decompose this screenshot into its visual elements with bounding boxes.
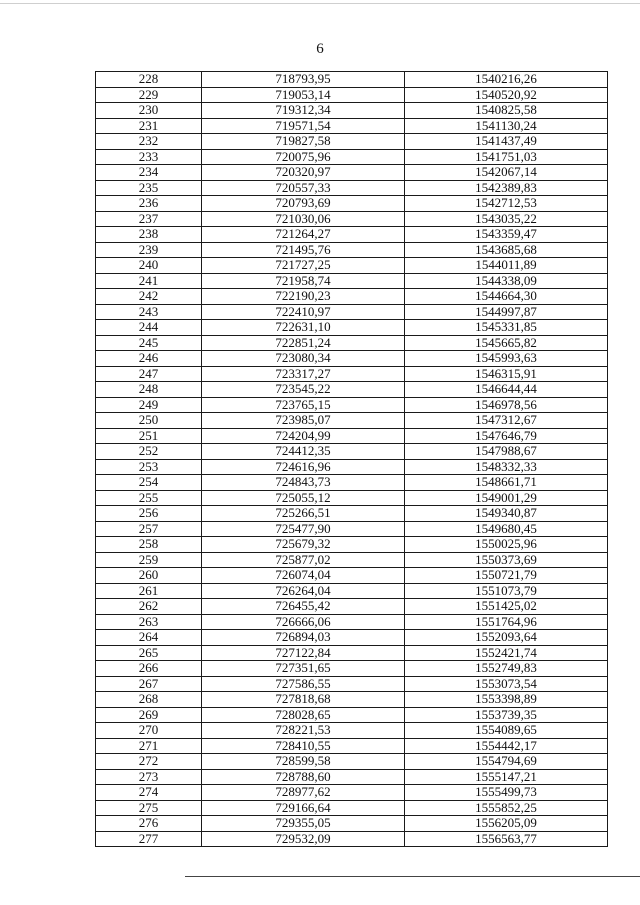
y-coordinate-cell: 1542712,53 bbox=[405, 196, 608, 212]
table-row bbox=[96, 103, 608, 119]
y-coordinate-cell: 1548661,71 bbox=[405, 475, 608, 491]
y-coordinate-cell: 1544011,89 bbox=[405, 258, 608, 274]
x-coordinate-cell: 725877,02 bbox=[202, 552, 405, 568]
y-coordinate-cell: 1555852,25 bbox=[405, 800, 608, 816]
y-coordinate-cell: 1542067,14 bbox=[405, 165, 608, 181]
x-coordinate-cell: 723985,07 bbox=[202, 413, 405, 429]
table-row bbox=[96, 831, 608, 847]
point-number-cell: 269 bbox=[96, 707, 202, 723]
y-coordinate-cell: 1550373,69 bbox=[405, 552, 608, 568]
point-number-cell: 236 bbox=[96, 196, 202, 212]
table-row bbox=[96, 568, 608, 584]
point-number-cell: 235 bbox=[96, 180, 202, 196]
y-coordinate-cell: 1547312,67 bbox=[405, 413, 608, 429]
x-coordinate-cell: 719053,14 bbox=[202, 87, 405, 103]
table-row bbox=[96, 428, 608, 444]
table-row bbox=[96, 289, 608, 305]
table-row bbox=[96, 614, 608, 630]
y-coordinate-cell: 1549340,87 bbox=[405, 506, 608, 522]
page-number: 6 bbox=[316, 41, 324, 57]
x-coordinate-cell: 724412,35 bbox=[202, 444, 405, 460]
x-coordinate-cell: 721264,27 bbox=[202, 227, 405, 243]
point-number-cell: 275 bbox=[96, 800, 202, 816]
page-top-edge bbox=[0, 3, 640, 4]
x-coordinate-cell: 720320,97 bbox=[202, 165, 405, 181]
x-coordinate-cell: 720793,69 bbox=[202, 196, 405, 212]
point-number-cell: 267 bbox=[96, 676, 202, 692]
y-coordinate-cell: 1543035,22 bbox=[405, 211, 608, 227]
point-number-cell: 254 bbox=[96, 475, 202, 491]
x-coordinate-cell: 726666,06 bbox=[202, 614, 405, 630]
point-number-cell: 271 bbox=[96, 738, 202, 754]
x-coordinate-cell: 729355,05 bbox=[202, 816, 405, 832]
point-number-cell: 237 bbox=[96, 211, 202, 227]
table-row bbox=[96, 134, 608, 150]
point-number-cell: 272 bbox=[96, 754, 202, 770]
x-coordinate-cell: 725679,32 bbox=[202, 537, 405, 553]
table-row bbox=[96, 475, 608, 491]
y-coordinate-cell: 1546978,56 bbox=[405, 397, 608, 413]
table-row bbox=[96, 180, 608, 196]
x-coordinate-cell: 719571,54 bbox=[202, 118, 405, 134]
table-row bbox=[96, 769, 608, 785]
x-coordinate-cell: 718793,95 bbox=[202, 72, 405, 88]
x-coordinate-cell: 721495,76 bbox=[202, 242, 405, 258]
x-coordinate-cell: 723765,15 bbox=[202, 397, 405, 413]
x-coordinate-cell: 725055,12 bbox=[202, 490, 405, 506]
point-number-cell: 261 bbox=[96, 583, 202, 599]
y-coordinate-cell: 1542389,83 bbox=[405, 180, 608, 196]
table-row bbox=[96, 366, 608, 382]
point-number-cell: 240 bbox=[96, 258, 202, 274]
x-coordinate-cell: 728410,55 bbox=[202, 738, 405, 754]
point-number-cell: 229 bbox=[96, 87, 202, 103]
y-coordinate-cell: 1555147,21 bbox=[405, 769, 608, 785]
table-row bbox=[96, 785, 608, 801]
y-coordinate-cell: 1546644,44 bbox=[405, 382, 608, 398]
table-row bbox=[96, 149, 608, 165]
x-coordinate-cell: 719827,58 bbox=[202, 134, 405, 150]
point-number-cell: 258 bbox=[96, 537, 202, 553]
table-row bbox=[96, 661, 608, 677]
point-number-cell: 260 bbox=[96, 568, 202, 584]
y-coordinate-cell: 1552421,74 bbox=[405, 645, 608, 661]
x-coordinate-cell: 721030,06 bbox=[202, 211, 405, 227]
x-coordinate-cell: 727122,84 bbox=[202, 645, 405, 661]
y-coordinate-cell: 1555499,73 bbox=[405, 785, 608, 801]
y-coordinate-cell: 1551073,79 bbox=[405, 583, 608, 599]
x-coordinate-cell: 726894,03 bbox=[202, 630, 405, 646]
point-number-cell: 266 bbox=[96, 661, 202, 677]
y-coordinate-cell: 1554089,65 bbox=[405, 723, 608, 739]
point-number-cell: 263 bbox=[96, 614, 202, 630]
point-number-cell: 277 bbox=[96, 831, 202, 847]
y-coordinate-cell: 1544664,30 bbox=[405, 289, 608, 305]
table-row bbox=[96, 165, 608, 181]
x-coordinate-cell: 725477,90 bbox=[202, 521, 405, 537]
y-coordinate-cell: 1541130,24 bbox=[405, 118, 608, 134]
point-number-cell: 234 bbox=[96, 165, 202, 181]
x-coordinate-cell: 723545,22 bbox=[202, 382, 405, 398]
table-row bbox=[96, 351, 608, 367]
x-coordinate-cell: 728599,58 bbox=[202, 754, 405, 770]
x-coordinate-cell: 726455,42 bbox=[202, 599, 405, 615]
table-row bbox=[96, 816, 608, 832]
point-number-cell: 274 bbox=[96, 785, 202, 801]
x-coordinate-cell: 728788,60 bbox=[202, 769, 405, 785]
y-coordinate-cell: 1549680,45 bbox=[405, 521, 608, 537]
x-coordinate-cell: 726074,04 bbox=[202, 568, 405, 584]
y-coordinate-cell: 1556563,77 bbox=[405, 831, 608, 847]
point-number-cell: 233 bbox=[96, 149, 202, 165]
point-number-cell: 250 bbox=[96, 413, 202, 429]
point-number-cell: 252 bbox=[96, 444, 202, 460]
table-row bbox=[96, 72, 608, 88]
table-row bbox=[96, 242, 608, 258]
table-row bbox=[96, 459, 608, 475]
y-coordinate-cell: 1553398,89 bbox=[405, 692, 608, 708]
x-coordinate-cell: 727818,68 bbox=[202, 692, 405, 708]
point-number-cell: 259 bbox=[96, 552, 202, 568]
table-row bbox=[96, 118, 608, 134]
point-number-cell: 249 bbox=[96, 397, 202, 413]
table-row bbox=[96, 335, 608, 351]
y-coordinate-cell: 1540216,26 bbox=[405, 72, 608, 88]
y-coordinate-cell: 1556205,09 bbox=[405, 816, 608, 832]
table-row bbox=[96, 537, 608, 553]
point-number-cell: 242 bbox=[96, 289, 202, 305]
y-coordinate-cell: 1540825,58 bbox=[405, 103, 608, 119]
y-coordinate-cell: 1541751,03 bbox=[405, 149, 608, 165]
y-coordinate-cell: 1547646,79 bbox=[405, 428, 608, 444]
table-row bbox=[96, 583, 608, 599]
point-number-cell: 228 bbox=[96, 72, 202, 88]
bottom-rule bbox=[185, 876, 640, 877]
y-coordinate-cell: 1540520,92 bbox=[405, 87, 608, 103]
x-coordinate-cell: 723317,27 bbox=[202, 366, 405, 382]
x-coordinate-cell: 728977,62 bbox=[202, 785, 405, 801]
x-coordinate-cell: 719312,34 bbox=[202, 103, 405, 119]
y-coordinate-cell: 1549001,29 bbox=[405, 490, 608, 506]
table-row bbox=[96, 413, 608, 429]
table-row bbox=[96, 211, 608, 227]
x-coordinate-cell: 724616,96 bbox=[202, 459, 405, 475]
y-coordinate-cell: 1551764,96 bbox=[405, 614, 608, 630]
table-row bbox=[96, 800, 608, 816]
table-row bbox=[96, 521, 608, 537]
table-row bbox=[96, 444, 608, 460]
point-number-cell: 238 bbox=[96, 227, 202, 243]
coordinates-table bbox=[95, 71, 608, 847]
table-row bbox=[96, 397, 608, 413]
x-coordinate-cell: 721727,25 bbox=[202, 258, 405, 274]
table-row bbox=[96, 707, 608, 723]
x-coordinate-cell: 726264,04 bbox=[202, 583, 405, 599]
y-coordinate-cell: 1544997,87 bbox=[405, 304, 608, 320]
y-coordinate-cell: 1545331,85 bbox=[405, 320, 608, 336]
x-coordinate-cell: 720075,96 bbox=[202, 149, 405, 165]
point-number-cell: 257 bbox=[96, 521, 202, 537]
point-number-cell: 255 bbox=[96, 490, 202, 506]
table-row bbox=[96, 506, 608, 522]
table-row bbox=[96, 645, 608, 661]
x-coordinate-cell: 724843,73 bbox=[202, 475, 405, 491]
table-row bbox=[96, 692, 608, 708]
x-coordinate-cell: 727586,55 bbox=[202, 676, 405, 692]
point-number-cell: 265 bbox=[96, 645, 202, 661]
x-coordinate-cell: 725266,51 bbox=[202, 506, 405, 522]
y-coordinate-cell: 1554794,69 bbox=[405, 754, 608, 770]
y-coordinate-cell: 1543359,47 bbox=[405, 227, 608, 243]
point-number-cell: 239 bbox=[96, 242, 202, 258]
y-coordinate-cell: 1554442,17 bbox=[405, 738, 608, 754]
table-row bbox=[96, 552, 608, 568]
table-row bbox=[96, 304, 608, 320]
point-number-cell: 253 bbox=[96, 459, 202, 475]
y-coordinate-cell: 1550025,96 bbox=[405, 537, 608, 553]
point-number-cell: 246 bbox=[96, 351, 202, 367]
y-coordinate-cell: 1544338,09 bbox=[405, 273, 608, 289]
y-coordinate-cell: 1545993,63 bbox=[405, 351, 608, 367]
point-number-cell: 247 bbox=[96, 366, 202, 382]
point-number-cell: 262 bbox=[96, 599, 202, 615]
x-coordinate-cell: 721958,74 bbox=[202, 273, 405, 289]
table-row bbox=[96, 723, 608, 739]
point-number-cell: 270 bbox=[96, 723, 202, 739]
table-row bbox=[96, 490, 608, 506]
point-number-cell: 243 bbox=[96, 304, 202, 320]
y-coordinate-cell: 1550721,79 bbox=[405, 568, 608, 584]
x-coordinate-cell: 724204,99 bbox=[202, 428, 405, 444]
point-number-cell: 245 bbox=[96, 335, 202, 351]
x-coordinate-cell: 727351,65 bbox=[202, 661, 405, 677]
x-coordinate-cell: 729166,64 bbox=[202, 800, 405, 816]
point-number-cell: 251 bbox=[96, 428, 202, 444]
table-row bbox=[96, 599, 608, 615]
y-coordinate-cell: 1545665,82 bbox=[405, 335, 608, 351]
point-number-cell: 268 bbox=[96, 692, 202, 708]
x-coordinate-cell: 729532,09 bbox=[202, 831, 405, 847]
point-number-cell: 231 bbox=[96, 118, 202, 134]
table-row bbox=[96, 676, 608, 692]
table-row bbox=[96, 382, 608, 398]
table-row bbox=[96, 87, 608, 103]
point-number-cell: 273 bbox=[96, 769, 202, 785]
y-coordinate-cell: 1552093,64 bbox=[405, 630, 608, 646]
point-number-cell: 230 bbox=[96, 103, 202, 119]
x-coordinate-cell: 728028,65 bbox=[202, 707, 405, 723]
table-row bbox=[96, 630, 608, 646]
point-number-cell: 276 bbox=[96, 816, 202, 832]
point-number-cell: 232 bbox=[96, 134, 202, 150]
x-coordinate-cell: 720557,33 bbox=[202, 180, 405, 196]
x-coordinate-cell: 728221,53 bbox=[202, 723, 405, 739]
x-coordinate-cell: 723080,34 bbox=[202, 351, 405, 367]
x-coordinate-cell: 722410,97 bbox=[202, 304, 405, 320]
point-number-cell: 248 bbox=[96, 382, 202, 398]
y-coordinate-cell: 1547988,67 bbox=[405, 444, 608, 460]
point-number-cell: 256 bbox=[96, 506, 202, 522]
table-row bbox=[96, 258, 608, 274]
y-coordinate-cell: 1543685,68 bbox=[405, 242, 608, 258]
y-coordinate-cell: 1548332,33 bbox=[405, 459, 608, 475]
x-coordinate-cell: 722851,24 bbox=[202, 335, 405, 351]
point-number-cell: 244 bbox=[96, 320, 202, 336]
y-coordinate-cell: 1552749,83 bbox=[405, 661, 608, 677]
table-row bbox=[96, 273, 608, 289]
table-row bbox=[96, 320, 608, 336]
y-coordinate-cell: 1546315,91 bbox=[405, 366, 608, 382]
table-row bbox=[96, 754, 608, 770]
table-row bbox=[96, 227, 608, 243]
x-coordinate-cell: 722190,23 bbox=[202, 289, 405, 305]
point-number-cell: 264 bbox=[96, 630, 202, 646]
y-coordinate-cell: 1553739,35 bbox=[405, 707, 608, 723]
y-coordinate-cell: 1551425,02 bbox=[405, 599, 608, 615]
table-row bbox=[96, 196, 608, 212]
x-coordinate-cell: 722631,10 bbox=[202, 320, 405, 336]
coordinates-table-body bbox=[96, 72, 608, 847]
y-coordinate-cell: 1553073,54 bbox=[405, 676, 608, 692]
point-number-cell: 241 bbox=[96, 273, 202, 289]
y-coordinate-cell: 1541437,49 bbox=[405, 134, 608, 150]
table-row bbox=[96, 738, 608, 754]
